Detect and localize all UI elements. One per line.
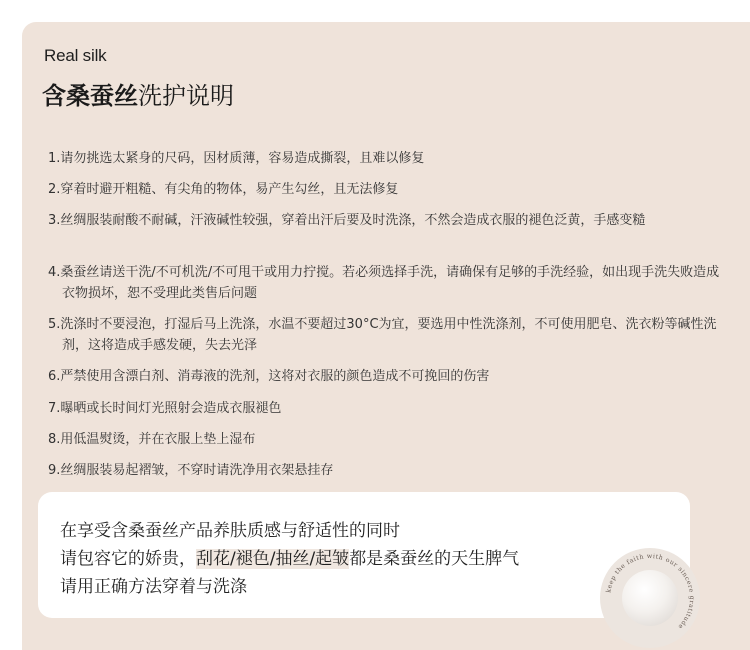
svg-text:keep the faith with our sincer: keep the faith with our sincere gratitude bbox=[605, 552, 696, 631]
list-item: 5.洗涤时不要浸泡，打湿后马上洗涤，水温不要超过30°C为宜，要选用中性洗涤剂，不可使用肥皂、洗衣粉等碱性洗剂，这将造成手感发硬，失去光泽 bbox=[48, 317, 717, 353]
eyebrow-text: Real silk bbox=[44, 46, 107, 65]
list-item: 3.丝绸服装耐酸不耐碱，汗液碱性较强，穿着出汗后要及时洗涤，不然会造成衣服的褪色泛黄，手感变糙 bbox=[48, 213, 646, 228]
note-line-2: 请包容它的娇贵，刮花/褪色/抽丝/起皱都是桑蚕丝的天生脾气 bbox=[60, 549, 520, 569]
brand-seal bbox=[600, 548, 700, 648]
list-item: 9.丝绸服装易起褶皱，不穿时请洗净用衣架悬挂存 bbox=[48, 463, 334, 478]
note-line-1: 在享受含桑蚕丝产品养肤质感与舒适性的同时 bbox=[60, 521, 400, 541]
page-title bbox=[42, 76, 234, 111]
note-box bbox=[38, 492, 690, 618]
list-item: 8.用低温熨烫，并在衣服上垫上湿布 bbox=[48, 432, 256, 447]
title-bold: 含桑蚕丝 bbox=[42, 82, 138, 110]
list-item: 7.曝晒或长时间灯光照射会造成衣服褪色 bbox=[48, 401, 282, 416]
list-item: 4.桑蚕丝请送干洗/不可机洗/不可甩干或用力拧搅。若必须选择手洗，请确保有足够的手洗经验，如出现手洗失败造成衣物损坏，恕不受理此类售后问题 bbox=[48, 265, 720, 301]
title-light: 洗护说明 bbox=[138, 82, 234, 110]
list-item: 2.穿着时避开粗糙、有尖角的物体，易产生勾丝，且无法修复 bbox=[48, 182, 399, 197]
list-item: 6.严禁使用含漂白剂、消毒液的洗剂，这将对衣服的颜色造成不可挽回的伤害 bbox=[48, 369, 490, 384]
note-line-3: 请用正确方法穿着与洗涤 bbox=[60, 577, 247, 597]
list-item: 1.请勿挑选太紧身的尺码，因材质薄，容易造成撕裂，且难以修复 bbox=[48, 151, 425, 166]
silk-cocoon-image bbox=[622, 570, 678, 626]
note-highlight: 刮花/褪色/抽丝/起皱 bbox=[196, 549, 350, 569]
